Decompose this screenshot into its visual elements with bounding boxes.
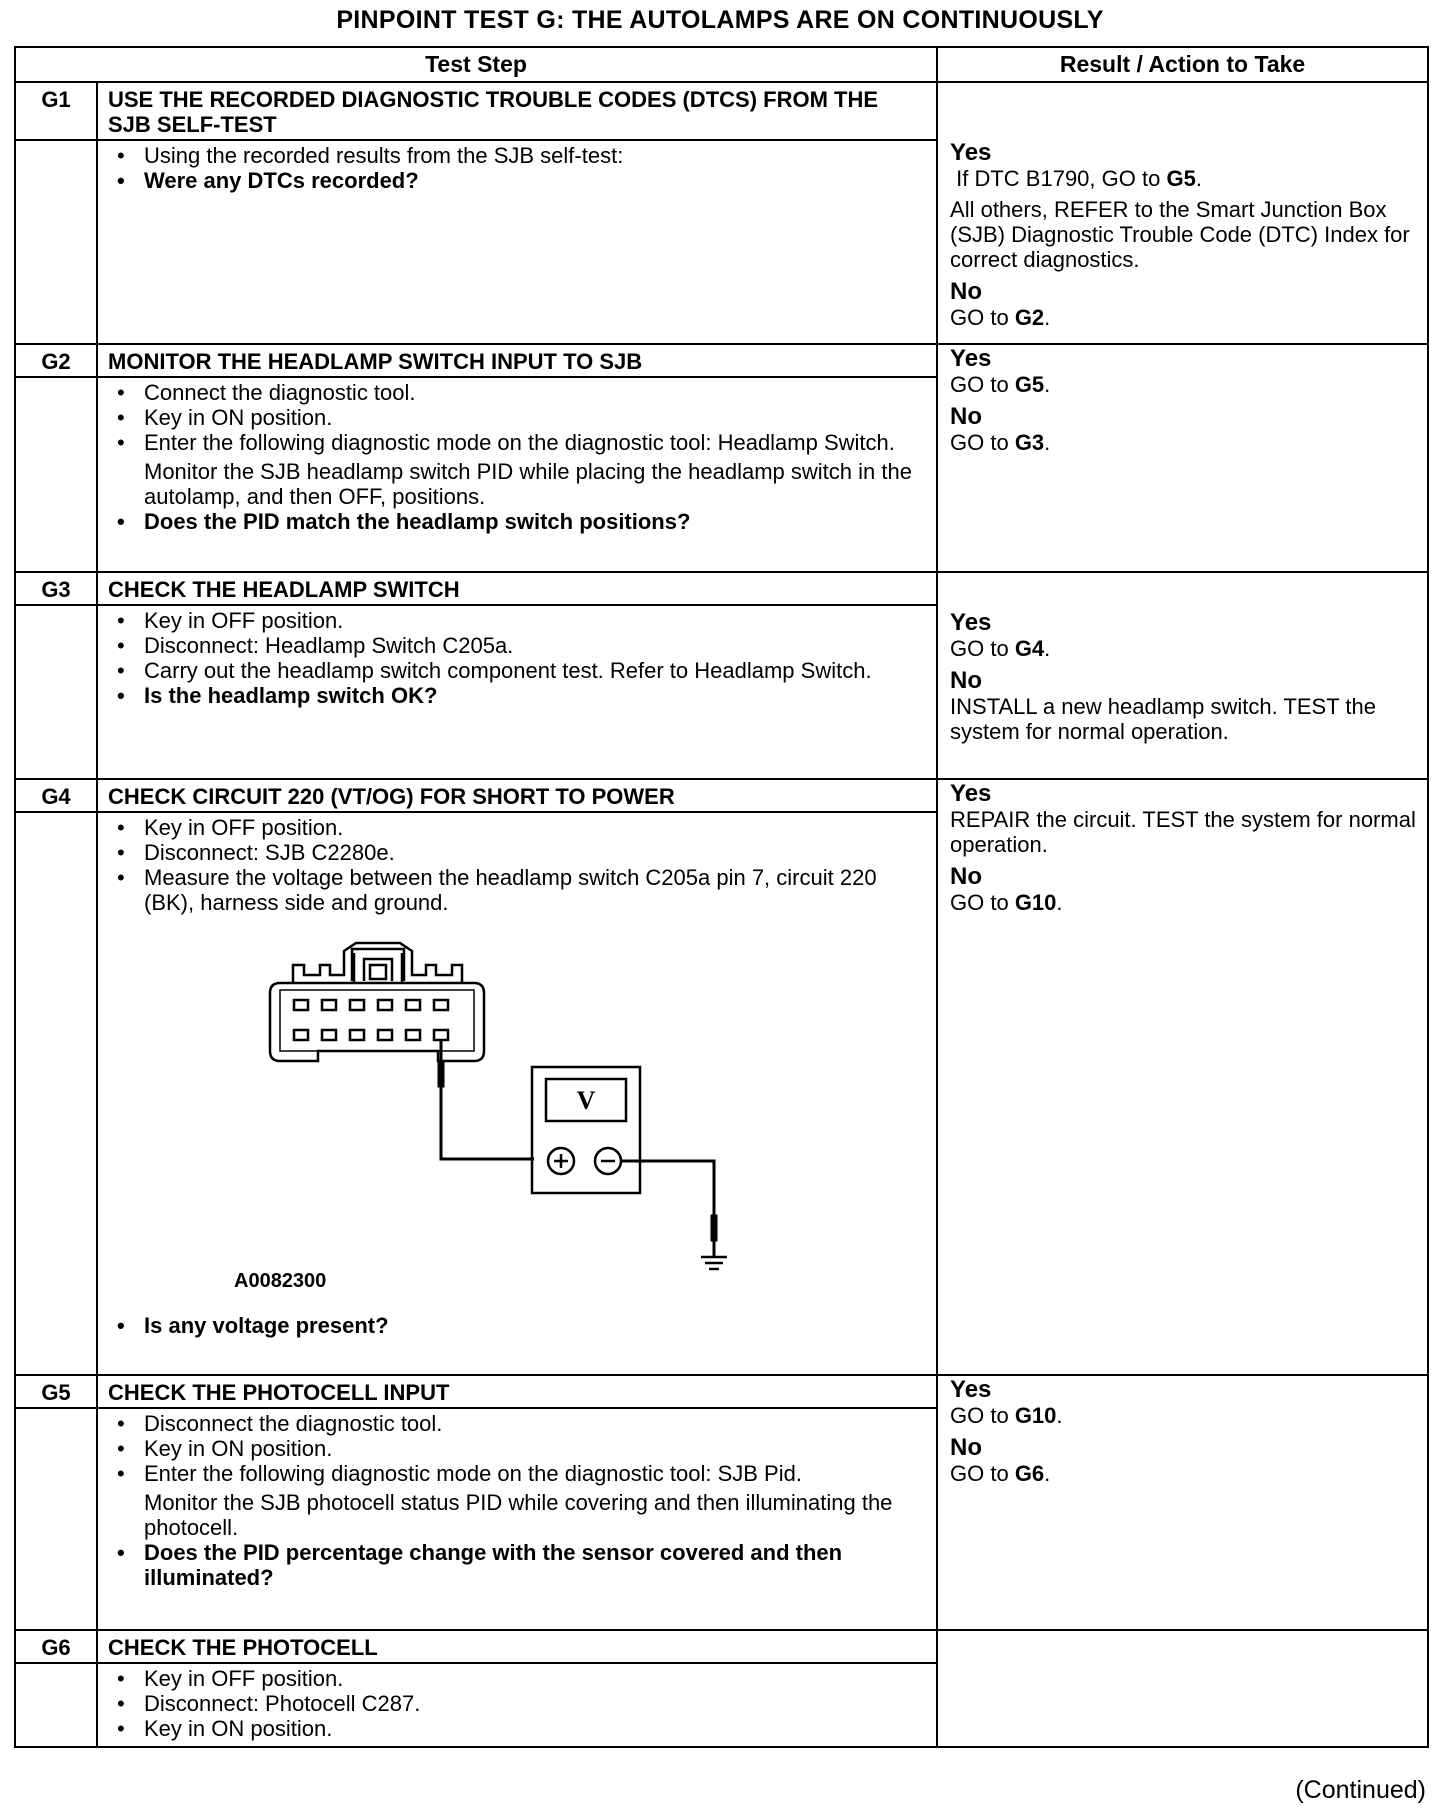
- no-action: GO to G2.: [950, 305, 1051, 330]
- list-item: • Enter the following diagnostic mode on the diagnostic tool: SJB Pid.: [108, 1461, 926, 1486]
- step-id: G6: [15, 1630, 97, 1663]
- list-item: • Key in OFF position.: [108, 1666, 926, 1691]
- list-item: • Disconnect: Photocell C287.: [108, 1691, 926, 1716]
- step-g3-result: [937, 572, 1428, 779]
- step-reference: G2: [1014, 305, 1045, 330]
- step-g2-instructions: [97, 377, 937, 572]
- yes-label: Yes: [950, 1376, 992, 1403]
- continued-label: (Continued): [1295, 1776, 1426, 1804]
- result-header: Result / Action to Take: [937, 47, 1428, 82]
- step-g1-result: [937, 82, 1428, 344]
- connector-voltmeter-diagram: [108, 923, 748, 1313]
- step-g3-title-row: [15, 572, 1428, 605]
- step-id: G1: [15, 82, 97, 140]
- step-reference: G10: [1014, 1403, 1057, 1428]
- test-step-header: Test Step: [15, 47, 937, 82]
- step-g4-instructions: [97, 812, 937, 1375]
- step-reference: G3: [1014, 430, 1045, 455]
- no-label: No: [950, 1434, 983, 1461]
- step-id: G4: [15, 779, 97, 812]
- step-g2-result: [937, 344, 1428, 572]
- step-reference: G5: [1014, 372, 1045, 397]
- step-question: • Does the PID match the headlamp switch positions?: [108, 509, 926, 534]
- step-question: • Does the PID percentage change with the sensor covered and then illuminated?: [108, 1540, 926, 1590]
- list-item: • Disconnect: Headlamp Switch C205a.: [108, 633, 926, 658]
- no-action: INSTALL a new headlamp switch. TEST the system for normal operation.: [950, 694, 1376, 744]
- list-item: • Enter the following diagnostic mode on the diagnostic tool: Headlamp Switch.: [108, 430, 926, 455]
- step-g4-title-row: [15, 779, 1428, 812]
- no-action: GO to G3.: [950, 430, 1051, 455]
- yes-label: Yes: [950, 345, 992, 372]
- list-item: • Key in ON position.: [108, 405, 926, 430]
- list-item: • Key in ON position.: [108, 1716, 926, 1741]
- step-title: CHECK THE PHOTOCELL INPUT: [97, 1375, 937, 1408]
- step-g3-instructions: [97, 605, 937, 779]
- step-reference: G6: [1014, 1461, 1045, 1486]
- step-note: Monitor the SJB photocell status PID while covering and then illuminating the photocell.: [144, 1490, 893, 1540]
- voltmeter-label: V: [576, 1086, 596, 1115]
- no-label: No: [950, 403, 983, 430]
- ground-icon: [701, 1257, 727, 1269]
- step-title: CHECK CIRCUIT 220 (VT/OG) FOR SHORT TO POWER: [97, 779, 937, 812]
- yes-label: Yes: [950, 780, 992, 807]
- list-item: • Key in OFF position.: [108, 815, 926, 840]
- step-g6-instructions: [97, 1663, 937, 1747]
- step-reference: G10: [1014, 890, 1057, 915]
- probe-wire: [438, 1040, 534, 1159]
- yes-action: GO to G10.: [950, 1403, 1063, 1428]
- step-reference: G4: [1014, 636, 1045, 661]
- step-g6-title-row: [15, 1630, 1428, 1663]
- step-title: CHECK THE PHOTOCELL: [97, 1630, 937, 1663]
- step-id: G5: [15, 1375, 97, 1408]
- yes-action: GO to G4.: [950, 636, 1051, 661]
- step-g1-title-row: [15, 82, 1428, 140]
- ground-wire: [621, 1161, 717, 1257]
- list-item: • Connect the diagnostic tool.: [108, 380, 926, 405]
- step-reference: G5: [1166, 166, 1196, 191]
- step-g5-title-row: [15, 1375, 1428, 1408]
- yes-action: GO to G5.: [950, 372, 1051, 397]
- list-item: • Using the recorded results from the SJB self-test:: [108, 143, 926, 168]
- step-g1-instructions: [97, 140, 937, 344]
- yes-action: REPAIR the circuit. TEST the system for normal operation.: [950, 807, 1416, 857]
- pinpoint-test-table: [14, 46, 1429, 1748]
- step-g2-title-row: [15, 344, 1428, 377]
- step-g5-result: [937, 1375, 1428, 1630]
- no-label: No: [950, 667, 983, 694]
- voltage-measurement-figure: [108, 923, 926, 1313]
- yes-label: Yes: [950, 139, 992, 166]
- step-g4-result: [937, 779, 1428, 1375]
- list-item: • Disconnect: SJB C2280e.: [108, 840, 926, 865]
- step-g5-instructions: [97, 1408, 937, 1630]
- list-item: • Disconnect the diagnostic tool.: [108, 1411, 926, 1436]
- step-g6-result: [937, 1630, 1428, 1747]
- list-item: • Carry out the headlamp switch component test. Refer to Headlamp Switch.: [108, 658, 926, 683]
- step-id: G3: [15, 572, 97, 605]
- step-question: • Were any DTCs recorded?: [108, 168, 926, 193]
- no-action: GO to G6.: [950, 1461, 1051, 1486]
- step-question: • Is the headlamp switch OK?: [108, 683, 926, 708]
- list-item: • Measure the voltage between the headlamp switch C205a pin 7, circuit 220 (BK), harness side and ground.: [108, 865, 926, 915]
- connector-icon: [270, 943, 484, 1061]
- no-label: No: [950, 863, 983, 890]
- yes-action: If DTC B1790, GO to G5.: [956, 166, 1202, 191]
- step-title: USE THE RECORDED DIAGNOSTIC TROUBLE CODES (DTCS) FROM THE SJB SELF-TEST: [97, 82, 937, 140]
- list-item: • Key in OFF position.: [108, 608, 926, 633]
- list-item: • Key in ON position.: [108, 1436, 926, 1461]
- no-action: GO to G10.: [950, 890, 1063, 915]
- step-note: Monitor the SJB headlamp switch PID while placing the headlamp switch in the autolamp, and then OFF, positions.: [144, 459, 912, 509]
- table-header-row: [15, 47, 1428, 82]
- yes-label: Yes: [950, 609, 992, 636]
- step-title: MONITOR THE HEADLAMP SWITCH INPUT TO SJB: [97, 344, 937, 377]
- step-id: G2: [15, 344, 97, 377]
- step-question: • Is any voltage present?: [108, 1313, 926, 1338]
- figure-id: A0082300: [234, 1270, 327, 1292]
- no-label: No: [950, 278, 983, 305]
- step-title: CHECK THE HEADLAMP SWITCH: [97, 572, 937, 605]
- yes-action-other: All others, REFER to the Smart Junction Box (SJB) Diagnostic Trouble Code (DTC) Index for correct diagnostics.: [950, 197, 1410, 272]
- page-title: PINPOINT TEST G: THE AUTOLAMPS ARE ON CONTINUOUSLY: [336, 6, 1104, 34]
